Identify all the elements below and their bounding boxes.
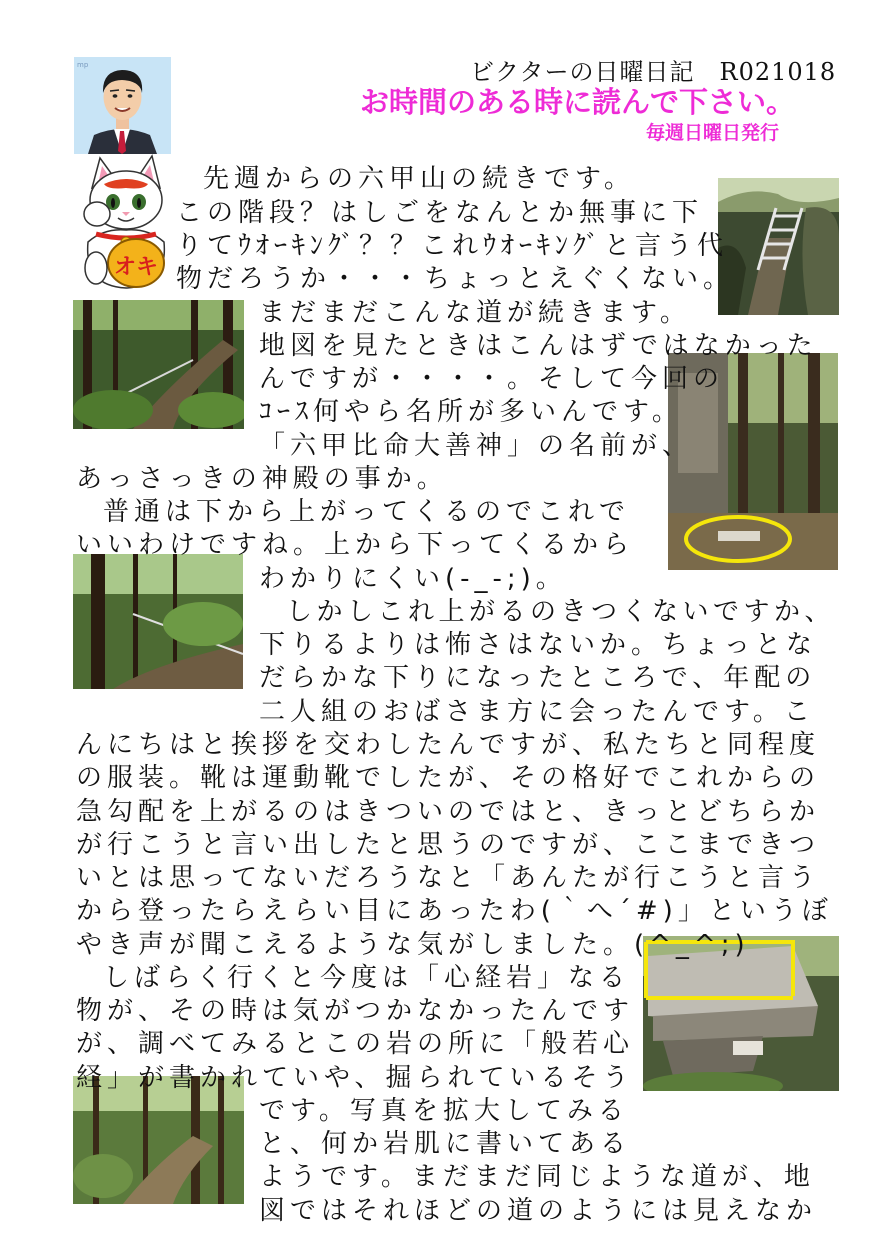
avatar-mark: mp: [77, 61, 89, 69]
body-line: りてｳｵｰｷﾝｸﾞ？？これｳｵｰｷﾝｸﾞと言う代: [176, 231, 729, 261]
photo-ladder-stairs: [718, 178, 839, 315]
body-line: 下りるよりは怖さはないか。ちょっとな: [259, 630, 818, 660]
body-line: 急勾配を上がるのはきついのではと、きっとどちらか: [76, 797, 821, 827]
headline: お時間のある時に読んで下さい。: [360, 85, 796, 119]
body-line: しばらく行くと今度は「心経岩」なる: [103, 963, 631, 993]
photo-forest-path-3: [73, 1076, 244, 1204]
body-line: の服装。靴は運動靴でしたが、その格好でこれからの: [76, 763, 821, 793]
coin-lettering: オキ: [113, 255, 159, 280]
body-line: 物が、その時は気がつかなかったんです: [76, 996, 635, 1026]
body-line: 「六甲比命大善神」の名前が、: [259, 431, 694, 461]
body-line: いとは思ってないだろうなと「あんたが行こうと言う: [76, 863, 821, 893]
body-line: んですが・・・・。そして今回の: [259, 364, 725, 394]
body-line: やき声が聞こえるような気がしました。(^_^;): [76, 930, 750, 960]
body-line: ｺｰｽ何やら名所が多いんです。: [259, 397, 683, 427]
body-line: んにちはと挨拶を交わしたんですが、私たちと同程度: [76, 730, 821, 760]
maneki-neko-illustration: [74, 150, 177, 293]
body-line: 物だろうか・・・ちょっとえぐくない。: [176, 264, 735, 294]
body-line: から登ったらえらい目にあったわ(｀へ´#)」というぼ: [76, 896, 833, 926]
body-line: 先週からの六甲山の続きです。: [203, 164, 635, 194]
body-line: 経」が書かれていや、掘られているそう: [76, 1063, 634, 1093]
photo-forest-path-1: [73, 300, 244, 429]
photo-forest-path-2: [73, 554, 243, 689]
publication-note: 毎週日曜日発行: [646, 122, 780, 144]
body-line: 地図を見たときはこんはずではなかった: [259, 331, 818, 361]
body-line: が行こうと言い出したと思うのですが、ここまできつ: [76, 830, 821, 860]
body-line: だらかな下りになったところで、年配の: [259, 663, 817, 693]
body-line: 二人組のおばさま方に会ったんです。こ: [259, 697, 815, 727]
author-avatar: [74, 57, 171, 154]
body-line: 普通は下から上がってくるのでこれで: [103, 497, 631, 527]
body-line: この階段？はしごをなんとか無事に下: [176, 198, 704, 228]
body-line: が、調べてみるとこの岩の所に「般若心: [76, 1029, 635, 1059]
body-line: しかしこれ上がるのきつくないですか、: [286, 597, 836, 627]
body-line: いいわけですね。上から下ってくるから: [76, 530, 635, 560]
body-line: あっさっきの神殿の事か。: [76, 464, 448, 494]
body-line: と、何か岩肌に書いてある: [259, 1129, 632, 1159]
body-line: ようです。まだまだ同じような道が、地: [259, 1162, 815, 1192]
diary-title: ビクターの日曜日記 R021018: [470, 58, 837, 86]
body-line: です。写真を拡大してみる: [259, 1096, 629, 1126]
body-line: わかりにくい(-_-;)。: [259, 564, 567, 594]
body-line: 図ではそれほどの道のようには見えなか: [259, 1196, 818, 1226]
body-line: まだまだこんな道が続きます。: [259, 298, 691, 328]
